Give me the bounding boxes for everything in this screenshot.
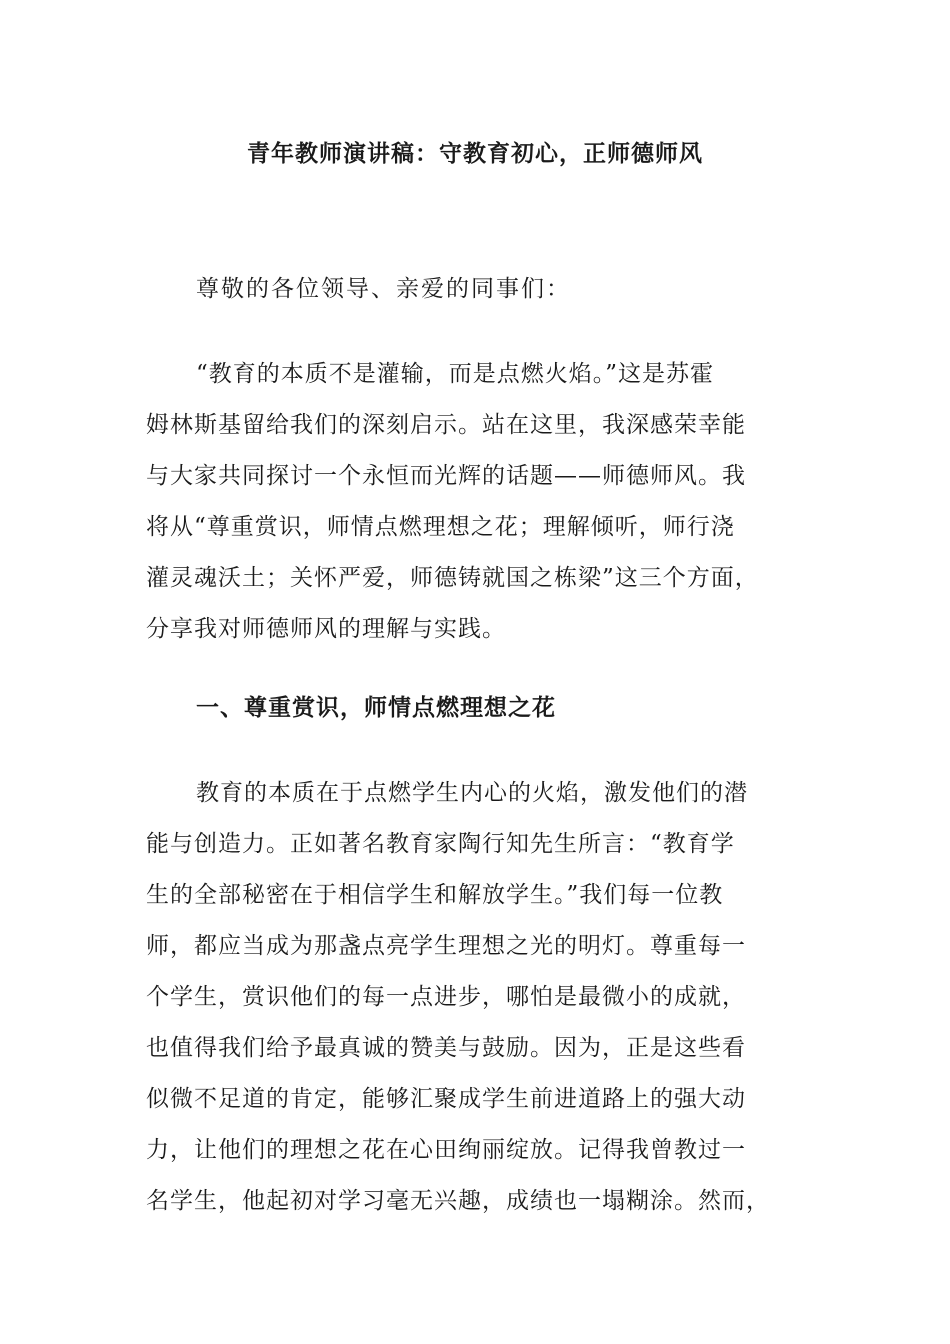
paragraph-section-1 — [146, 775, 806, 1234]
paragraph-intro — [146, 356, 806, 662]
document-title: 青年教师演讲稿：守教育初心，正师德师风 — [247, 140, 703, 167]
paragraph-line: 力，让他们的理想之花在心田绚丽绽放。记得我曾教过一 — [146, 1137, 746, 1163]
paragraph-line: 姆林斯基留给我们的深刻启示。站在这里，我深感荣幸能 — [146, 412, 746, 438]
paragraph-line: “教育的本质不是灌输，而是点燃火焰。”这是苏霍 — [196, 361, 715, 387]
paragraph-line: 与大家共同探讨一个永恒而光辉的话题——师德师风。我 — [146, 463, 746, 489]
paragraph-line: 师，都应当成为那盏点亮学生理想之光的明灯。尊重每一 — [146, 933, 746, 959]
paragraph-line: 将从“尊重赏识，师情点燃理想之花；理解倾听，师行浇 — [146, 514, 735, 540]
salutation: 尊敬的各位领导、亲爱的同事们： — [196, 276, 571, 302]
paragraph-line: 也值得我们给予最真诚的赞美与鼓励。因为，正是这些看 — [146, 1035, 746, 1061]
paragraph-line: 分享我对师德师风的理解与实践。 — [146, 616, 506, 642]
paragraph-line: 似微不足道的肯定，能够汇聚成学生前进道路上的强大动 — [146, 1086, 746, 1112]
paragraph-line: 能与创造力。正如著名教育家陶行知先生所言：“教育学 — [146, 831, 735, 857]
paragraph-line: 灌灵魂沃土；关怀严爱，师德铸就国之栋梁”这三个方面， — [146, 565, 759, 591]
section-heading-1: 一、尊重赏识，师情点燃理想之花 — [196, 694, 556, 721]
paragraph-line: 名学生，他起初对学习毫无兴趣，成绩也一塌糊涂。然而， — [146, 1188, 770, 1214]
paragraph-line: 生的全部秘密在于相信学生和解放学生。”我们每一位教 — [146, 882, 724, 908]
paragraph-line: 教育的本质在于点燃学生内心的火焰，激发他们的潜 — [196, 780, 748, 806]
paragraph-line: 个学生，赏识他们的每一点进步，哪怕是最微小的成就， — [146, 984, 746, 1010]
